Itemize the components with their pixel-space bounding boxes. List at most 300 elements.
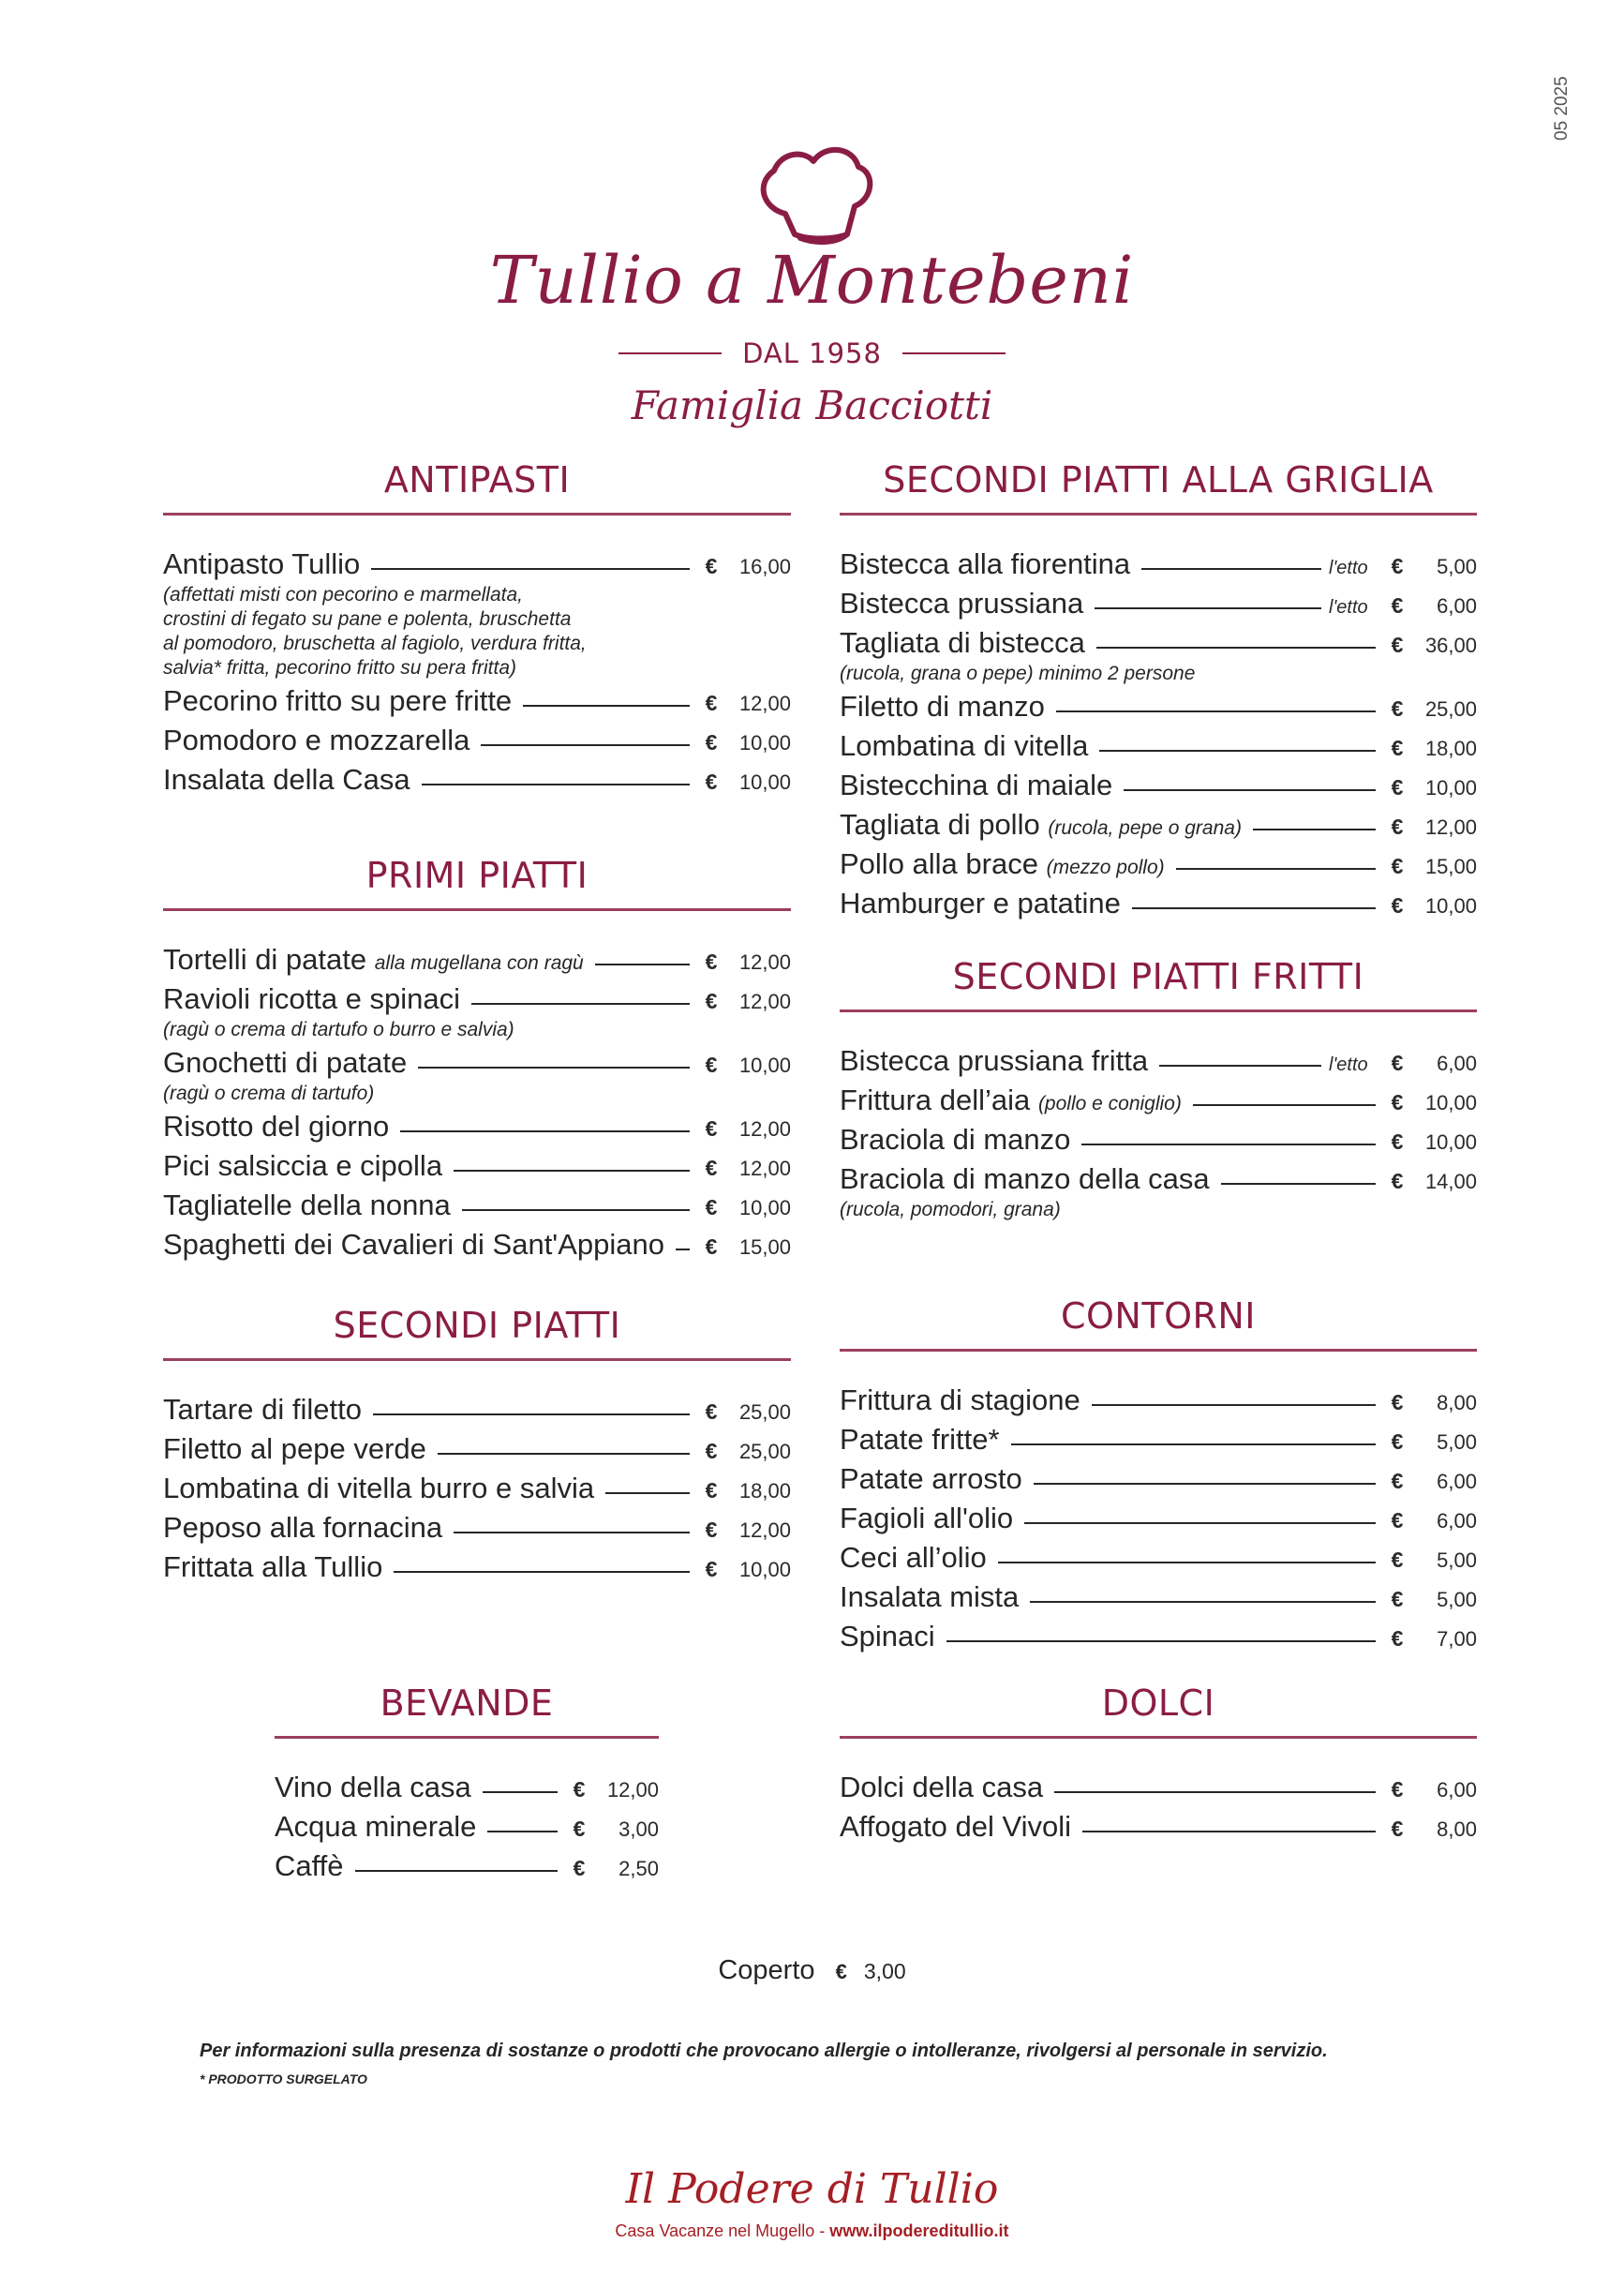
menu-item bbox=[840, 1771, 1477, 1810]
menu-item-row bbox=[163, 1149, 791, 1189]
price-leader-line bbox=[1095, 607, 1321, 609]
currency-symbol: € bbox=[705, 554, 718, 578]
section-fritti bbox=[840, 956, 1477, 1226]
menu-item-name bbox=[840, 1084, 1182, 1117]
coperto-price: 3,00 bbox=[863, 1959, 906, 1983]
menu-item bbox=[840, 1620, 1477, 1659]
menu-item-name-text: Risotto del giorno bbox=[163, 1110, 390, 1143]
menu-item-price: 6,00 bbox=[1437, 1470, 1477, 1493]
currency-symbol: € bbox=[1391, 1169, 1404, 1193]
menu-item-name bbox=[840, 690, 1045, 724]
menu-item bbox=[840, 587, 1477, 626]
menu-item-row bbox=[840, 690, 1477, 729]
section-rule bbox=[275, 1736, 659, 1739]
menu-item bbox=[163, 1393, 791, 1432]
menu-item-name bbox=[163, 1149, 442, 1183]
menu-item-name-text: Filetto al pepe verde bbox=[163, 1432, 426, 1465]
menu-item-name-text: Filetto di manzo bbox=[840, 690, 1045, 723]
menu-item-price: 14,00 bbox=[1424, 1170, 1477, 1193]
section-rule bbox=[163, 908, 791, 911]
restaurant-name: Tullio a Montebeni bbox=[489, 242, 1135, 319]
menu-item bbox=[275, 1771, 659, 1810]
menu-item-row bbox=[840, 847, 1477, 887]
section-rule bbox=[840, 1736, 1477, 1739]
currency-symbol: € bbox=[1391, 1508, 1404, 1533]
menu-item bbox=[840, 1541, 1477, 1580]
menu-item-row bbox=[840, 547, 1477, 587]
menu-item bbox=[163, 1511, 791, 1550]
currency-symbol: € bbox=[1391, 736, 1404, 760]
price-leader-line bbox=[422, 784, 690, 785]
price-leader-line bbox=[1124, 789, 1376, 791]
price-leader-line bbox=[1034, 1483, 1376, 1485]
menu-item-unit: l'etto bbox=[1329, 597, 1368, 618]
menu-item-row bbox=[840, 1502, 1477, 1541]
menu-item bbox=[163, 1550, 791, 1590]
menu-item bbox=[163, 684, 791, 724]
menu-item bbox=[163, 763, 791, 802]
menu-item-name bbox=[840, 808, 1242, 842]
menu-item bbox=[163, 1149, 791, 1189]
menu-item bbox=[840, 626, 1477, 686]
menu-item-name bbox=[840, 769, 1112, 802]
frozen-note: * PRODOTTO SURGELATO bbox=[200, 2071, 367, 2086]
menu-item-name-text: Spinaci bbox=[840, 1620, 935, 1652]
menu-item-name-text: Braciola di manzo bbox=[840, 1123, 1071, 1156]
currency-symbol: € bbox=[705, 1439, 718, 1463]
menu-item-name-text: Tagliata di pollo bbox=[840, 808, 1040, 841]
currency-symbol: € bbox=[705, 1116, 718, 1141]
menu-item-row bbox=[840, 1044, 1477, 1084]
menu-item bbox=[840, 769, 1477, 808]
section-rule bbox=[163, 513, 791, 516]
menu-item-name-text: Bistecca alla fiorentina bbox=[840, 547, 1131, 580]
menu-item-price: 12,00 bbox=[1424, 815, 1477, 839]
menu-item-name bbox=[163, 1393, 362, 1427]
menu-item-note: (affettati misti con pecorino e marmellata, crostini di fegato su pane e polenta, bruschetta al pomodoro, bruschetta al fagiolo, verdura fritta, salvia* fritta, pecorino fritto su pera fritta) bbox=[163, 584, 587, 679]
currency-symbol: € bbox=[705, 1399, 718, 1424]
price-leader-line bbox=[394, 1571, 690, 1573]
menu-item-row bbox=[840, 887, 1477, 926]
price-leader-line bbox=[418, 1067, 690, 1069]
menu-item-price: 15,00 bbox=[738, 1235, 791, 1259]
menu-item-name bbox=[163, 1550, 382, 1584]
currency-symbol: € bbox=[705, 1234, 718, 1259]
price-leader-line bbox=[523, 705, 690, 707]
menu-item bbox=[163, 943, 791, 982]
menu-item bbox=[840, 1423, 1477, 1462]
currency-symbol: € bbox=[705, 1156, 718, 1180]
currency-symbol: € bbox=[705, 730, 718, 755]
menu-item-row bbox=[163, 547, 791, 587]
price-leader-line bbox=[1159, 1065, 1321, 1067]
allergy-note: Per informazioni sulla presenza di sostanze o prodotti che provocano allergie o intolleranze, rivolgersi al personale in servizio. bbox=[200, 2041, 1328, 2061]
menu-item-row bbox=[163, 1228, 791, 1267]
menu-item-name bbox=[163, 1046, 407, 1080]
menu-item-name bbox=[840, 1123, 1070, 1157]
price-leader-line bbox=[676, 1249, 690, 1250]
menu-item-price: 5,00 bbox=[1437, 1588, 1477, 1611]
menu-item-price: 12,00 bbox=[738, 990, 791, 1013]
menu-item-name-text: Frittura di stagione bbox=[840, 1383, 1080, 1416]
menu-item-name bbox=[275, 1849, 344, 1883]
menu-item bbox=[840, 808, 1477, 847]
currency-symbol: € bbox=[1391, 893, 1404, 918]
menu-item-note: (ragù o crema di tartufo) bbox=[163, 1083, 375, 1104]
menu-item-name bbox=[840, 1541, 987, 1575]
menu-item-name-text: Gnochetti di patate bbox=[163, 1046, 408, 1079]
price-leader-line bbox=[1221, 1183, 1376, 1185]
menu-item-note: (rucola, grana o pepe) minimo 2 persone bbox=[840, 663, 1196, 684]
menu-item-row bbox=[840, 1810, 1477, 1849]
menu-item-name bbox=[163, 1432, 426, 1466]
menu-item-name-text: Spaghetti dei Cavalieri di Sant'Appiano bbox=[163, 1228, 664, 1261]
price-leader-line bbox=[1081, 1144, 1376, 1145]
menu-item-row bbox=[840, 1162, 1477, 1202]
menu-item-row bbox=[163, 1511, 791, 1550]
section-title: BEVANDE bbox=[380, 1682, 554, 1724]
section-rule bbox=[163, 1358, 791, 1361]
currency-symbol: € bbox=[1391, 1129, 1404, 1154]
menu-item-row bbox=[163, 1110, 791, 1149]
currency-symbol: € bbox=[1391, 593, 1404, 618]
coperto-line bbox=[0, 1955, 1624, 1986]
menu-item-name-text: Acqua minerale bbox=[275, 1810, 477, 1843]
menu-item-name bbox=[163, 684, 512, 718]
currency-symbol: € bbox=[1391, 1090, 1404, 1114]
since-rule-right bbox=[902, 352, 1006, 354]
menu-item bbox=[163, 1228, 791, 1267]
menu-item-row bbox=[840, 808, 1477, 847]
menu-item-name-text: Peposo alla fornacina bbox=[163, 1511, 443, 1544]
menu-item-row bbox=[163, 1550, 791, 1590]
menu-item-price: 10,00 bbox=[1424, 1091, 1477, 1114]
menu-item-name bbox=[163, 1189, 451, 1222]
menu-item-name-text: Dolci della casa bbox=[840, 1771, 1044, 1803]
menu-item-name bbox=[840, 1423, 1000, 1457]
menu-item-name bbox=[840, 1462, 1022, 1496]
menu-item-price: 10,00 bbox=[1424, 1130, 1477, 1154]
price-leader-line bbox=[1141, 568, 1321, 570]
currency-symbol: € bbox=[705, 989, 718, 1013]
menu-item-row bbox=[840, 1620, 1477, 1659]
menu-item-name bbox=[840, 1620, 935, 1653]
menu-item-name-text: Bistecca prussiana fritta bbox=[840, 1044, 1149, 1077]
menu-item-name bbox=[840, 887, 1121, 920]
price-leader-line bbox=[471, 1003, 690, 1005]
menu-item-row bbox=[275, 1849, 659, 1889]
menu-item-name bbox=[163, 763, 410, 797]
menu-item-name-text: Patate arrosto bbox=[840, 1462, 1022, 1495]
currency-symbol: € bbox=[573, 1817, 586, 1841]
price-leader-line bbox=[438, 1453, 690, 1455]
menu-item-price: 12,00 bbox=[738, 1157, 791, 1180]
menu-item-row bbox=[275, 1810, 659, 1849]
price-leader-line bbox=[1011, 1443, 1376, 1445]
price-leader-line bbox=[1253, 829, 1376, 830]
menu-item-row bbox=[840, 1423, 1477, 1462]
currency-symbol: € bbox=[1391, 854, 1404, 878]
menu-item-row bbox=[840, 769, 1477, 808]
section-title: PRIMI PIATTI bbox=[365, 855, 589, 896]
menu-item-unit: l'etto bbox=[1329, 558, 1368, 578]
menu-item-name-text: Bistecchina di maiale bbox=[840, 769, 1113, 801]
menu-item-name-text: Pecorino fritto su pere fritte bbox=[163, 684, 513, 717]
price-leader-line bbox=[1024, 1522, 1376, 1524]
menu-item-name-text: Frittura dell’aia bbox=[840, 1084, 1031, 1116]
menu-item-row bbox=[840, 729, 1477, 769]
price-leader-line bbox=[1176, 868, 1376, 870]
menu-item-price: 25,00 bbox=[1424, 697, 1477, 721]
menu-item bbox=[163, 1110, 791, 1149]
menu-item bbox=[840, 1084, 1477, 1123]
menu-item-row bbox=[163, 763, 791, 802]
currency-symbol: € bbox=[705, 1195, 718, 1219]
price-leader-line bbox=[371, 568, 690, 570]
currency-symbol: € bbox=[705, 1518, 718, 1542]
menu-item bbox=[840, 1383, 1477, 1423]
menu-item-name-text: Caffè bbox=[275, 1849, 344, 1882]
menu-item-row bbox=[840, 1383, 1477, 1423]
menu-item-name-text: Insalata mista bbox=[840, 1580, 1020, 1613]
price-leader-line bbox=[454, 1532, 690, 1533]
menu-item bbox=[840, 1580, 1477, 1620]
menu-item-row bbox=[163, 1189, 791, 1228]
menu-item-price: 10,00 bbox=[1424, 776, 1477, 800]
menu-item-name-text: Tagliatelle della nonna bbox=[163, 1189, 451, 1221]
menu-item-row bbox=[163, 943, 791, 982]
menu-item-name bbox=[163, 724, 469, 757]
section-antipasti bbox=[163, 459, 791, 802]
menu-item-name bbox=[163, 1511, 442, 1545]
section-contorni bbox=[840, 1295, 1477, 1659]
menu-item bbox=[840, 547, 1477, 587]
menu-item-row bbox=[163, 982, 791, 1022]
menu-item-price: 16,00 bbox=[738, 555, 791, 578]
footer-subtitle-text: Casa Vacanze nel Mugello - bbox=[615, 2221, 830, 2240]
price-leader-line bbox=[1096, 647, 1376, 649]
menu-item-price: 6,00 bbox=[1437, 594, 1477, 618]
price-leader-line bbox=[1132, 907, 1376, 909]
menu-item-name-text: Fagioli all'olio bbox=[840, 1502, 1014, 1534]
menu-item bbox=[840, 1044, 1477, 1084]
menu-item-name-text: Lombatina di vitella burro e salvia bbox=[163, 1472, 595, 1504]
menu-item-name bbox=[840, 547, 1130, 581]
menu-item-detail: (mezzo pollo) bbox=[1046, 857, 1165, 878]
price-leader-line bbox=[998, 1562, 1376, 1563]
menu-item-price: 8,00 bbox=[1437, 1391, 1477, 1414]
section-title: ANTIPASTI bbox=[383, 459, 571, 501]
menu-item-name bbox=[275, 1810, 476, 1844]
menu-item bbox=[840, 690, 1477, 729]
since-rule-left bbox=[618, 352, 722, 354]
menu-item-name-text: Affogato del Vivoli bbox=[840, 1810, 1072, 1843]
menu-item-price: 10,00 bbox=[738, 1196, 791, 1219]
menu-item bbox=[275, 1810, 659, 1849]
menu-item-price: 3,00 bbox=[618, 1817, 659, 1841]
menu-item-price: 12,00 bbox=[738, 692, 791, 715]
menu-item-price: 10,00 bbox=[738, 770, 791, 794]
menu-item-price: 12,00 bbox=[738, 1518, 791, 1542]
menu-item-row bbox=[840, 1462, 1477, 1502]
menu-item-name bbox=[275, 1771, 471, 1804]
section-rule bbox=[840, 513, 1477, 516]
currency-symbol: € bbox=[1391, 1587, 1404, 1611]
menu-item-name bbox=[840, 729, 1088, 763]
menu-item-price: 5,00 bbox=[1437, 1430, 1477, 1454]
currency-symbol: € bbox=[1391, 1469, 1404, 1493]
currency-symbol: € bbox=[705, 1557, 718, 1581]
currency-symbol: € bbox=[1391, 1548, 1404, 1572]
currency-symbol: € bbox=[1391, 1817, 1404, 1841]
menu-item-name-text: Insalata della Casa bbox=[163, 763, 410, 796]
menu-item-row bbox=[163, 1432, 791, 1472]
menu-item-price: 25,00 bbox=[738, 1440, 791, 1463]
currency-symbol: € bbox=[705, 691, 718, 715]
price-leader-line bbox=[1030, 1601, 1376, 1603]
menu-item-price: 6,00 bbox=[1437, 1509, 1477, 1533]
menu-item-price: 10,00 bbox=[738, 1558, 791, 1581]
menu-item-name-text: Patate fritte* bbox=[840, 1423, 1000, 1456]
section-title: SECONDI PIATTI ALLA GRIGLIA bbox=[883, 459, 1434, 501]
currency-symbol: € bbox=[705, 950, 718, 974]
menu-item-price: 12,00 bbox=[738, 1117, 791, 1141]
menu-item-name bbox=[163, 1228, 664, 1262]
menu-item-row bbox=[163, 1393, 791, 1432]
coperto-label: Coperto bbox=[718, 1955, 815, 1985]
price-leader-line bbox=[400, 1130, 690, 1132]
menu-item bbox=[840, 1502, 1477, 1541]
menu-item-unit: l'etto bbox=[1329, 1054, 1368, 1075]
menu-item-name bbox=[840, 1580, 1019, 1614]
footer-brand: Il Podere di Tullio bbox=[625, 2165, 999, 2213]
currency-symbol: € bbox=[705, 770, 718, 794]
menu-item-name-text: Braciola di manzo della casa bbox=[840, 1162, 1210, 1195]
menu-item-price: 12,00 bbox=[606, 1778, 659, 1802]
menu-item-note: (ragù o crema di tartufo o burro e salvia) bbox=[163, 1019, 514, 1040]
menu-item-name-text: Pollo alla brace bbox=[840, 847, 1038, 880]
menu-item-name bbox=[163, 547, 360, 581]
menu-item-price: 5,00 bbox=[1437, 555, 1477, 578]
menu-item bbox=[163, 547, 791, 680]
menu-item-price: 5,00 bbox=[1437, 1548, 1477, 1572]
currency-symbol: € bbox=[1391, 1429, 1404, 1454]
menu-item-price: 2,50 bbox=[618, 1857, 659, 1880]
menu-item-name bbox=[840, 1810, 1071, 1844]
price-leader-line bbox=[946, 1640, 1376, 1642]
menu-item-row bbox=[840, 626, 1477, 665]
section-secondi bbox=[163, 1305, 791, 1590]
footer-subtitle bbox=[0, 2221, 1624, 2241]
menu-item-name-text: Hamburger e patatine bbox=[840, 887, 1121, 920]
currency-symbol: € bbox=[705, 1478, 718, 1503]
menu-item bbox=[840, 729, 1477, 769]
menu-item-price: 10,00 bbox=[738, 731, 791, 755]
menu-item bbox=[840, 1810, 1477, 1849]
menu-item-name bbox=[840, 847, 1165, 881]
currency-symbol: € bbox=[1391, 554, 1404, 578]
menu-item-row bbox=[275, 1771, 659, 1810]
price-leader-line bbox=[355, 1870, 558, 1872]
footer-website-link[interactable]: www.ilpodereditullio.it bbox=[829, 2221, 1009, 2240]
section-dolci bbox=[840, 1682, 1477, 1849]
currency-symbol: € bbox=[1391, 1626, 1404, 1651]
menu-item-price: 18,00 bbox=[1424, 737, 1477, 760]
menu-item-name bbox=[840, 1502, 1013, 1535]
menu-item-price: 18,00 bbox=[738, 1479, 791, 1503]
menu-item-name-text: Frittata alla Tullio bbox=[163, 1550, 383, 1583]
price-leader-line bbox=[373, 1413, 690, 1415]
section-title: CONTORNI bbox=[1060, 1295, 1257, 1337]
price-leader-line bbox=[1054, 1791, 1376, 1793]
menu-item-name-text: Pici salsiccia e cipolla bbox=[163, 1149, 443, 1182]
menu-item-name bbox=[163, 982, 460, 1016]
menu-item-name-text: Tagliata di bistecca bbox=[840, 626, 1085, 659]
menu-item bbox=[840, 1462, 1477, 1502]
menu-item-price: 8,00 bbox=[1437, 1817, 1477, 1841]
menu-item bbox=[840, 1123, 1477, 1162]
coperto-currency: € bbox=[835, 1960, 847, 1983]
menu-item-name-text: Tortelli di patate bbox=[163, 943, 367, 976]
price-leader-line bbox=[605, 1492, 690, 1494]
currency-symbol: € bbox=[1391, 775, 1404, 800]
price-leader-line bbox=[1082, 1831, 1376, 1832]
menu-item-price: 6,00 bbox=[1437, 1052, 1477, 1075]
menu-item bbox=[840, 1162, 1477, 1222]
menu-item bbox=[840, 887, 1477, 926]
menu-item-row bbox=[840, 587, 1477, 626]
menu-item-row bbox=[163, 1046, 791, 1085]
menu-item-name-text: Ceci all’olio bbox=[840, 1541, 987, 1574]
menu-item-row bbox=[840, 1771, 1477, 1810]
currency-symbol: € bbox=[1391, 815, 1404, 839]
currency-symbol: € bbox=[1391, 633, 1404, 657]
price-leader-line bbox=[462, 1209, 690, 1211]
menu-item-row bbox=[840, 1541, 1477, 1580]
since-label: DAL 1958 bbox=[742, 337, 882, 369]
menu-item-name bbox=[840, 626, 1085, 660]
menu-item-name-text: Tartare di filetto bbox=[163, 1393, 362, 1426]
menu-item-detail: (pollo e coniglio) bbox=[1037, 1093, 1182, 1114]
price-leader-line bbox=[1092, 1404, 1376, 1406]
menu-item-price: 10,00 bbox=[1424, 894, 1477, 918]
currency-symbol: € bbox=[705, 1053, 718, 1077]
since-row bbox=[0, 337, 1624, 369]
menu-item-price: 10,00 bbox=[738, 1054, 791, 1077]
menu-item-name-text: Ravioli ricotta e spinaci bbox=[163, 982, 461, 1015]
menu-item bbox=[163, 1432, 791, 1472]
menu-item-price: 36,00 bbox=[1424, 634, 1477, 657]
menu-item-row bbox=[163, 1472, 791, 1511]
menu-item-row bbox=[840, 1580, 1477, 1620]
menu-item-name-text: Vino della casa bbox=[275, 1771, 471, 1803]
menu-item-name bbox=[840, 587, 1083, 621]
family-name: Famiglia Bacciotti bbox=[631, 382, 993, 428]
menu-item-note: (rucola, pomodori, grana) bbox=[840, 1199, 1061, 1220]
menu-item-row bbox=[163, 684, 791, 724]
menu-item-name-text: Bistecca prussiana bbox=[840, 587, 1084, 620]
menu-item bbox=[163, 1189, 791, 1228]
menu-item-name bbox=[840, 1162, 1210, 1196]
menu-item-detail: (rucola, pepe o grana) bbox=[1048, 817, 1242, 839]
menu-item-price: 6,00 bbox=[1437, 1778, 1477, 1802]
currency-symbol: € bbox=[1391, 1390, 1404, 1414]
price-leader-line bbox=[1193, 1104, 1376, 1106]
menu-item-price: 7,00 bbox=[1437, 1627, 1477, 1651]
menu-item bbox=[840, 847, 1477, 887]
price-leader-line bbox=[481, 744, 690, 746]
section-rule bbox=[840, 1009, 1477, 1012]
